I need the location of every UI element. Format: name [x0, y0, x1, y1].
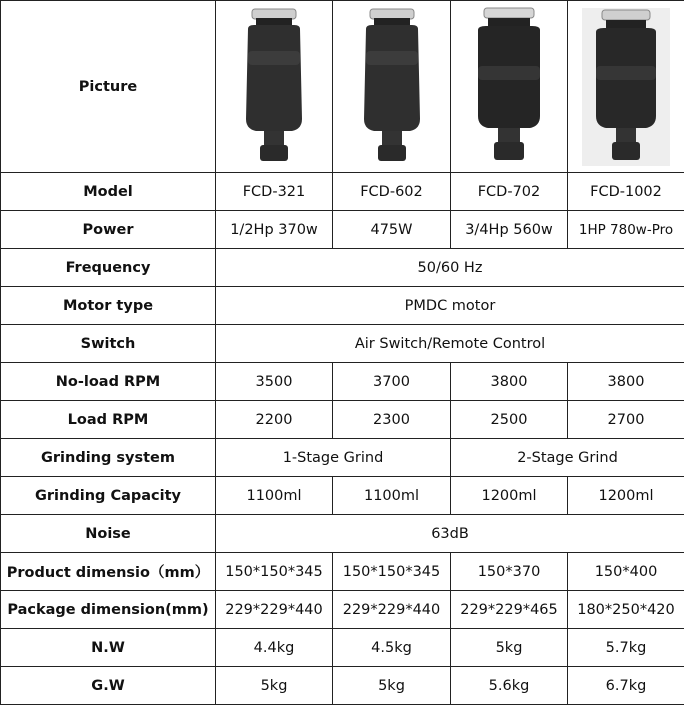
disposer-icon [234, 7, 314, 167]
disposer-icon [464, 4, 554, 169]
grinding-system-row [1, 439, 684, 477]
model-cell: FCD-321 [216, 173, 333, 211]
product-image-fcd-602 [333, 1, 451, 173]
product-dimension-label: Product dimensio（mm） [1, 553, 216, 591]
power-cell: 475W [333, 211, 451, 249]
product-image-fcd-321 [216, 1, 333, 173]
nw-cell: 4.4kg [216, 629, 333, 667]
package-dimension-row [1, 591, 684, 629]
power-cell: 1HP 780w-Pro [568, 211, 684, 249]
gw-cell: 5kg [333, 667, 451, 705]
frequency-value: 50/60 Hz [216, 249, 684, 287]
picture-row [1, 1, 684, 173]
load-rpm-row [1, 401, 684, 439]
no-load-rpm-label: No-load RPM [1, 363, 216, 401]
switch-row [1, 325, 684, 363]
nw-cell: 5kg [451, 629, 568, 667]
grinding-system-cell: 2-Stage Grind [451, 439, 684, 477]
disposer-icon [352, 7, 432, 167]
no-load-rpm-cell: 3700 [333, 363, 451, 401]
picture-label: Picture [1, 1, 216, 173]
package-dimension-cell: 229*229*440 [216, 591, 333, 629]
noise-row [1, 515, 684, 553]
gw-cell: 6.7kg [568, 667, 684, 705]
noise-value: 63dB [216, 515, 684, 553]
grinding-capacity-cell: 1200ml [568, 477, 684, 515]
switch-label: Switch [1, 325, 216, 363]
no-load-rpm-cell: 3500 [216, 363, 333, 401]
model-cell: FCD-702 [451, 173, 568, 211]
load-rpm-cell: 2200 [216, 401, 333, 439]
load-rpm-cell: 2300 [333, 401, 451, 439]
gw-label: G.W [1, 667, 216, 705]
model-row [1, 173, 684, 211]
grinding-capacity-cell: 1100ml [333, 477, 451, 515]
no-load-rpm-row [1, 363, 684, 401]
product-dimension-row [1, 553, 684, 591]
product-dimension-cell: 150*150*345 [216, 553, 333, 591]
product-image-fcd-1002 [568, 1, 684, 173]
grinding-system-cell: 1-Stage Grind [216, 439, 451, 477]
nw-cell: 4.5kg [333, 629, 451, 667]
grinding-capacity-row [1, 477, 684, 515]
motor-type-value: PMDC motor [216, 287, 684, 325]
load-rpm-cell: 2700 [568, 401, 684, 439]
noise-label: Noise [1, 515, 216, 553]
grinding-capacity-cell: 1200ml [451, 477, 568, 515]
disposer-icon [576, 4, 676, 169]
no-load-rpm-cell: 3800 [568, 363, 684, 401]
power-cell: 3/4Hp 560w [451, 211, 568, 249]
power-cell: 1/2Hp 370w [216, 211, 333, 249]
grinding-system-label: Grinding system [1, 439, 216, 477]
grinding-capacity-label: Grinding Capacity [1, 477, 216, 515]
gw-row [1, 667, 684, 705]
product-dimension-cell: 150*400 [568, 553, 684, 591]
model-cell: FCD-1002 [568, 173, 684, 211]
model-cell: FCD-602 [333, 173, 451, 211]
frequency-label: Frequency [1, 249, 216, 287]
grinding-capacity-cell: 1100ml [216, 477, 333, 515]
motor-type-row [1, 287, 684, 325]
package-dimension-cell: 180*250*420 [568, 591, 684, 629]
nw-label: N.W [1, 629, 216, 667]
switch-value: Air Switch/Remote Control [216, 325, 684, 363]
load-rpm-label: Load RPM [1, 401, 216, 439]
package-dimension-cell: 229*229*465 [451, 591, 568, 629]
power-row [1, 211, 684, 249]
product-dimension-cell: 150*150*345 [333, 553, 451, 591]
package-dimension-label: Package dimension(mm) [1, 591, 216, 629]
frequency-row [1, 249, 684, 287]
nw-row [1, 629, 684, 667]
power-label: Power [1, 211, 216, 249]
gw-cell: 5kg [216, 667, 333, 705]
product-image-fcd-702 [451, 1, 568, 173]
motor-type-label: Motor type [1, 287, 216, 325]
gw-cell: 5.6kg [451, 667, 568, 705]
model-label: Model [1, 173, 216, 211]
product-dimension-cell: 150*370 [451, 553, 568, 591]
nw-cell: 5.7kg [568, 629, 684, 667]
package-dimension-cell: 229*229*440 [333, 591, 451, 629]
no-load-rpm-cell: 3800 [451, 363, 568, 401]
load-rpm-cell: 2500 [451, 401, 568, 439]
